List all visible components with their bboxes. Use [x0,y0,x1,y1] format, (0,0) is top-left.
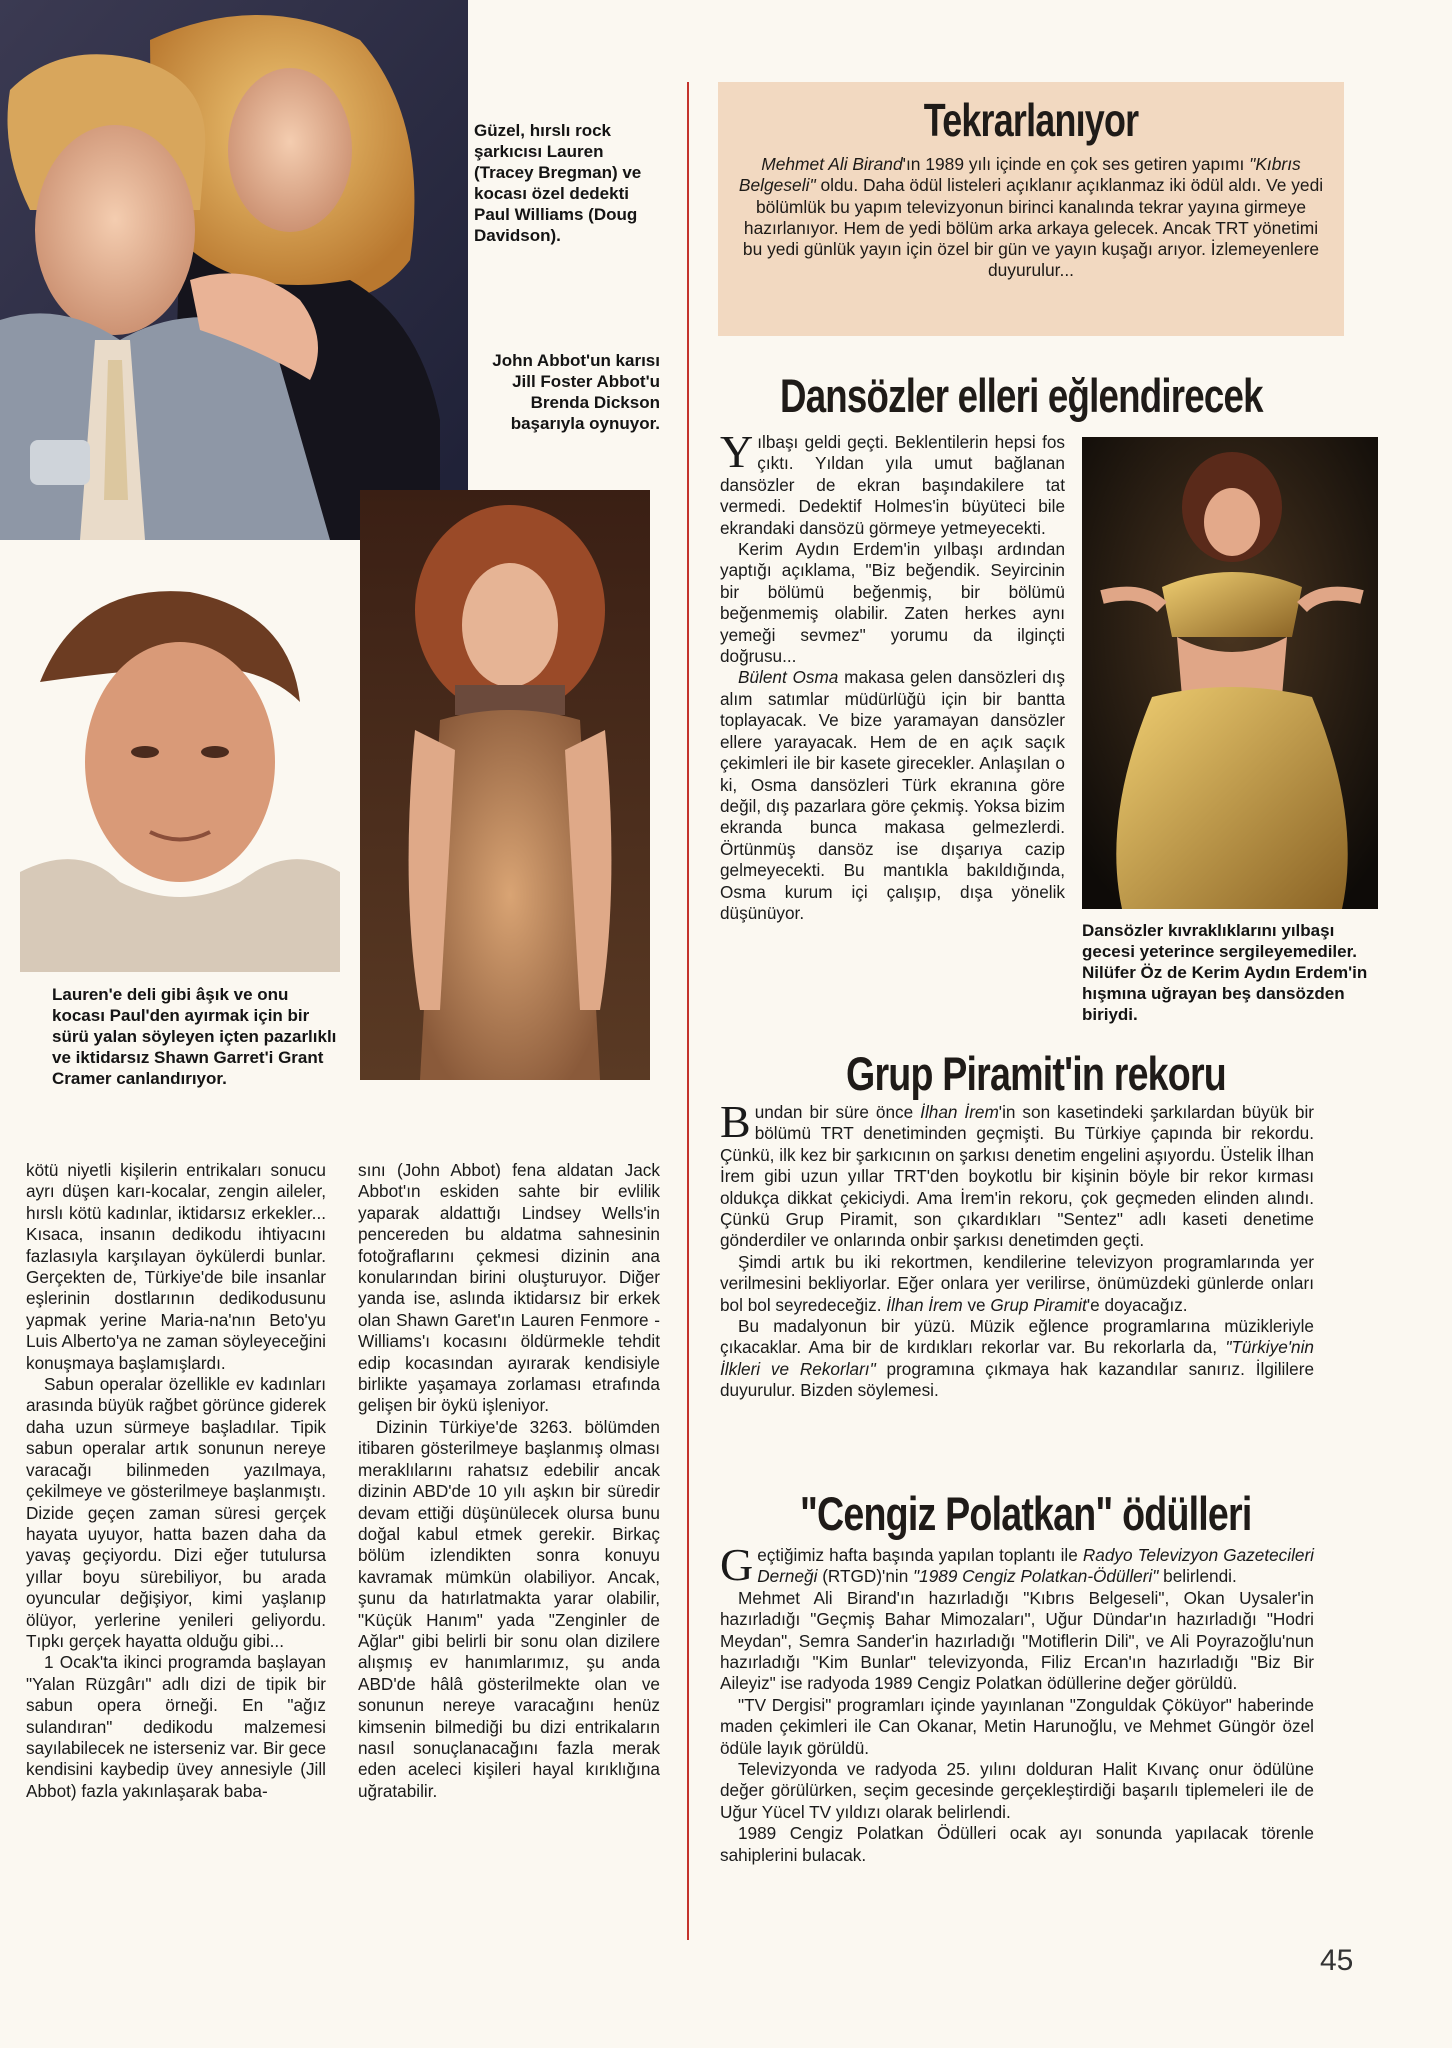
tekrarlaniyor-title: Tekrarlanıyor [923,94,1139,146]
paragraph: Mehmet Ali Birand'ın hazırladığı "Kıbrıs Belgeseli", Okan Uysaler'in hazırladığı "Geçmiş Bahar Mimozaları", Uğur Dündar'ın hazırladığı "Hodri Meydan", Semra Sander'in hazırladığı "Motiflerin Dili", ve Ali Poyrazoğlu'nun hazırladığı "Kim Bunlar" televizyonda, Filiz Ercan'ın hazırladığı "Biz Bir Aileyiz" ise radyoda 1989 Cengiz Polatkan ödüllerine değer görüldü. [720,1587,1314,1694]
paragraph: Bülent Osma makasa gelen dansözleri dış alım satımlar müdürlüğü için bir bantta toplayacak. Ve bize yaramayan dansözler ellere yarayacak. Hem de en açık saçık çekimleri ile bir kasete girecekler. Anlaşılan o ki, Osma dansözleri Türk ekranına göre değil, dış pazarlara göre çekmiş. Yoksa bizim ekranda bunca makasa gelmezlerdi. Örtünmüş dansöz ise dışarıya cazip gelmeyecekti. Bu mantıkla bakıldığında, Osma kurum içi çalışıp, dışa yönelik düşünüyor. [720,667,1065,923]
page-number: 45 [1320,1944,1354,1977]
film-name: "Kıbrıs Belgeseli" [738,154,1301,196]
cengiz-title: "Cengiz Polatkan" ödülleri [800,1487,1252,1540]
caption-dancer: Dansözler kıvraklıklarını yılbaşı gecesi yeterince sergileyemediler. Nilüfer Öz de Kerim Aydın Erdem'in hışmına uğrayan beş dansözden biriydi. [1082,921,1368,1024]
article-soap-col1 [26,1160,326,1802]
paragraph: sını (John Abbot) fena aldatan Jack Abbot'ın eskiden sahte bir evlilik yaparak aldattığı Lindsey Wells'in pencereden bu aldatma sahnesinin fotoğraflarını çekmesi dizinin ana konularından birini oluşturuyor. Diğer yanda ise, aslında iktidarsız bir erkek olan Shawn Garet'ın Lauren Fenmore - Williams'ı kocasını öldürmekle tehdit edip kocasından ayırarak kendisiyle birlikte yaşamaya zorlaması etrafında gelişen bir öykü işleniyor. [358,1160,660,1416]
drop-cap: B [720,1096,751,1147]
paragraph: Kerim Aydın Erdem'in yılbaşı ardından yaptığı açıklama, "Biz beğendik. Seyircinin bir bölümü beğenmiş, bir bölümü beğenmemiş olabilir. Zaten herkes aynı yemeği sevmez" yorumu da ilginçti doğrusu... [720,539,1065,667]
tekrarlaniyor-text: Mehmet Ali Birand'ın 1989 yılı içinde en çok ses getiren yapımı "Kıbrıs Belgeseli" oldu. Daha ödül listeleri açıklanır açıklanmaz iki ödül aldı. Ve yedi bölümlük bu yapım televizyonun birinci kanalında tekrar yayına girmeye hazırlanıyor. Hem de yedi bölüm arka arkaya gelecek. Ancak TRT yönetimi bu yedi günlük yayın için özel bir gün ve yayın kuşağı arıyor. İzlemeyenlere duyurulur... [738,154,1324,281]
paragraph: Sabun operalar özellikle ev kadınları arasında büyük rağbet görünce giderek daha uzun sürmeye başladılar. Tipik sabun operalar artık sonunun nereye varacağı bilinmeden yazılmaya, çekilmeye ve gösterilmeye başlanmıştı. Dizide geçen zaman süresi gerçek hayata uyuyor, hatta bazen daha da yavaş geçiyordu. Dizi eğer tutulursa yıllar boyu sürebiliyor, bu arada oyuncular değişiyor, kimi yaşlanıp ölüyor, yerlerine yenileri geliyordu. Tıpkı gerçek hayatta olduğu gibi... [26,1374,326,1651]
paragraph: 1 Ocak'ta ikinci programda başlayan "Yalan Rüzgârı" adlı dizi de tipik bir sabun opera örneği. En "ağız sulandıran" dedikodu malzemesi sayılabilecek ne isterseniz var. Bir gece kendisini kaybedip üvey annesiyle (Jill Abbot) fazla yakınlaşarak baba- [26,1652,326,1801]
paragraph: "TV Dergisi" programları içinde yayınlanan "Zonguldak Çöküyor" haberinde maden çekimleri ile Can Okanar, Metin Harunoğlu, ve Mehmet Güngör özel ödüle layık görüldü. [720,1694,1314,1758]
paragraph: Televizyonda ve radyoda 25. yılını dolduran Halit Kıvanç onur ödülüne değer görülürken, seçim gecesinde gerçekleştirdiği başarılı tiplemeleri ile de Uğur Yücel TV yıldızı olarak belirlendi. [720,1759,1314,1822]
photo-shawn [20,572,340,972]
article-piramit: Bundan bir süre önce İlhan İrem'in son kasetindeki şarkılardan büyük bir bölümü TRT denetiminden geçmişti. Bu Türkiye çapında bir rekordu. Çünkü, ilk kez bir şarkıcının on şarkısı denetim engelini aşıyordu. Üstelik İlhan İrem gibi uzun yıllar TRT'den boykotlu bir kişinin böyle bir rekor kırması oldukça dikkat çekiciydi. Ama İrem'in rekoru, çok geçmeden elinden alındı. Çünkü Grup Piramit, son çıkardıkları "Sentez" adlı kaseti denetime gönderdiler ve onlarında onbir şarkısı denetimden geçti. Şimdi artık bu iki rekortmen, kendilerine televizyon programlarında yer verilmesini bekliyorlar. Eğer onlara yer verilirse, önümüzdeki günlerde onları bol bol seyredeceğiz. İlhan İrem ve Grup Piramit'e doyacağız. Bu madalyonun bir yüzü. Müzik eğlence programlarına müzikleriyle çıkacaklar. Ama bir de kırdıkları rekorlar var. Bu rekorlarla da, "Türkiye'nin İlkleri ve Rekorları" programına çıkmaya hak kazandılar sanırız. İlgililere duyurulur. Bizden söylemesi. [720,1096,1314,1401]
caption-lauren-paul: Güzel, hırslı rock şarkıcısı Lauren (Tracey Bregman) ve kocası özel dedekti Paul Williams (Doug Davidson). [474,121,642,245]
paragraph: Dizinin Türkiye'de 3263. bölümden itibaren gösterilmeye başlanmış olması meraklılarını rahatsız edebilir ancak dizinin ABD'de 10 yılı aşkın bir süredir devam ettiği düşünülecek olursa bunu doğal kabul etmek gerekir. Birkaç bölüm izlendikten sonra konuyu kavramak mümkün olabiliyor. Ancak, şunu da hatırlatmakta yarar olabilir, "Küçük Hanım" yada "Zenginler de Ağlar" gibi belirli bir sonu olan dizilere alışmış ev hanımlarımız, şu anda ABD'de hâlâ gösterilmekte olan ve sonunun nereye varacağını henüz kimsenin bilmediği bu dizi entrikaların nasıl sonuçlanacağını fazla merak eden aceleci kişileri hayal kırıklığına uğratabilir. [358,1416,660,1801]
caption-shawn: Lauren'e deli gibi âşık ve onu kocası Paul'den ayırmak için bir sürü yalan söyleyen içten pazarlıklı ve iktidarsız Shawn Garret'i Grant Cramer canlandırıyor. [52,985,337,1088]
drop-cap: G [720,1539,754,1590]
photo-lauren-paul [0,0,468,540]
article-cengiz: Geçtiğimiz hafta başında yapılan toplantı ile Radyo Televizyon Gazetecileri Derneği (RTGD)'nin "1989 Cengiz Polatkan-Ödülleri" belirlendi. Mehmet Ali Birand'ın hazırladığı "Kıbrıs Belgeseli", Okan Uysaler'in hazırladığı "Geçmiş Bahar Mimozaları", Uğur Dündar'ın hazırladığı "Hodri Meydan", Semra Sander'in hazırladığı "Motiflerin Dili", ve Ali Poyrazoğlu'nun hazırladığı "Kim Bunlar" televizyonda, Filiz Ercan'ın hazırladığı "Biz Bir Aileyiz" ise radyoda 1989 Cengiz Polatkan ödüllerine değer görüldü. "TV Dergisi" programları içinde yayınlanan "Zonguldak Çöküyor" haberinde maden çekimleri ile Can Okanar, Metin Harunoğlu, ve Mehmet Güngör özel ödüle layık görüldü. Televizyonda ve radyoda 25. yılını dolduran Halit Kıvanç onur ödülüne değer görülürken, seçim gecesinde gerçekleştirdiği başarılı tiplemeleri ile de Uğur Yücel TV yıldızı olarak belirlendi. 1989 Cengiz Polatkan Ödülleri ocak ayı sonunda yapılacak törenle sahiplerini bulacak. [720,1539,1314,1865]
photo-dancer [1082,437,1378,909]
dansozler-title: Dansözler elleri eğlendirecek [780,369,1263,422]
drop-cap: Y [720,426,754,477]
paragraph: kötü niyetli kişilerin entrikaları sonucu ayrı düşen karı-kocalar, zengin aileler, hırslı kötü kadınlar, iktidarsız erkekler... Kısaca, insanın dedikodu ihtiyacını fazlasıyla karşılayan öykülerdi bunlar. Gerçekten de, Türkiye'de bile insanlar eşlerinin dostlarının dedikodusunu yapmak yerine Maria-na'nın Beto'yu Luis Alberto'ya ne zaman söyleyeceğini konuşmaya başlamışlardı. [26,1160,326,1373]
column-divider [687,82,689,1940]
caption-john-jill: John Abbot'un karısı Jill Foster Abbot'u Brenda Dickson başarıyla oynuyor. [492,351,660,433]
article-dansozler: Yılbaşı geldi geçti. Beklentilerin hepsi fos çıktı. Yıldan yıla umut bağlanan dansözler de ekran başındakilere tat vermedi. Dedektif Holmes'in büyüteci bile ekrandaki dansözü görmeye yetmeyecekti. Kerim Aydın Erdem'in yılbaşı ardından yaptığı açıklama, "Biz beğendik. Seyircinin bir bölümü beğenmiş, bir bölümü beğenmemiş olabilir. Zaten herkes aynı yemeği sevmez" yorumu da ilginçti doğrusu... Bülent Osma makasa gelen dansözleri dış alım satımlar müdürlüğü için bir bantta toplayacak. Ve bize yaramayan dansözler ellere yarayacak. Hem de en açık saçık çekimleri ile bir kasete girecekler. Anlaşılan o ki, Osma dansözleri Türk ekranına göre değil, dış pazarlara göre çekmiş. Yoksa bizim ekranda bunca makasa gelmezlerdi. Örtünmüş dansöz ise dışarıya cazip gelmeyecekti. Bu mantıkla bakıldığında, Osma kurum içi çalışıp, dışa yönelik düşünüyor. [720,426,1065,923]
article-soap-col2 [358,1160,660,1802]
paragraph: 1989 Cengiz Polatkan Ödülleri ocak ayı sonunda yapılacak törenle sahiplerini bulacak. [720,1823,1314,1865]
person-name: Mehmet Ali Birand [761,154,903,174]
tekrarlaniyor-box [718,82,1344,336]
photo-john-jill [360,490,650,1080]
piramit-title: Grup Piramit'in rekoru [846,1047,1226,1100]
